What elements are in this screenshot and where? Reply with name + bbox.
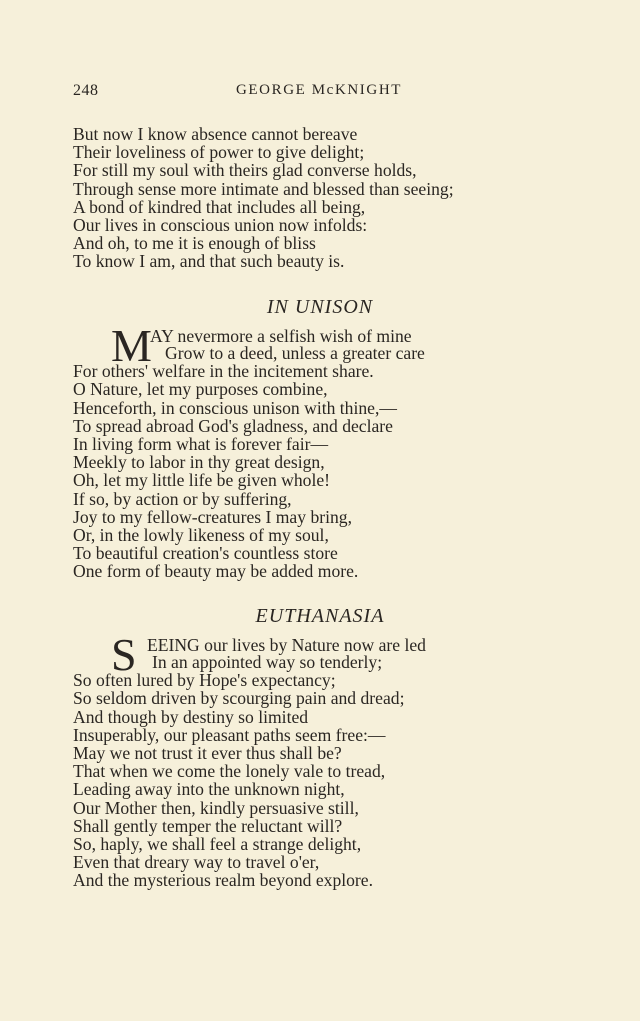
poem-in-unison [73,344,573,580]
poem-line: Their loveliness of power to give delight; [73,142,365,163]
poem-line: Our Mother then, kindly persuasive still, [73,797,359,818]
poem-line: So often lured by Hope's expectancy; [73,670,336,691]
page-header [73,82,565,106]
poem-line: May we not trust it ever thus shall be? [73,742,342,763]
poem-line: But now I know absence cannot bereave [73,124,358,144]
poem-line: To beautiful creation's countless store [73,543,338,564]
poem-line: Meekly to labor in thy great design, [73,452,325,473]
poem-line: To spread abroad God's gladness, and declare [73,415,393,436]
poem-first-line: EEING our lives by Nature now are led [147,635,426,655]
poem-line: And oh, to me it is enough of bliss [73,233,316,254]
poem-first-line: AY nevermore a selfish wish of mine [150,326,412,346]
poem-line: So, haply, we shall feel a strange delight, [73,833,362,854]
poem-line: Or, in the lowly likeness of my soul, [73,524,329,545]
poem-line: Leading away into the unknown night, [73,779,345,800]
poem-line: In living form what is forever fair— [73,433,329,454]
page-number: 248 [73,82,99,99]
poem-line: One form of beauty may be added more. [73,561,359,582]
poem-line: Even that dreary way to travel o'er, [73,852,320,873]
poem-line: Insuperably, our pleasant paths seem free:— [73,724,386,745]
poem-line: So seldom driven by scourging pain and dread; [73,688,405,709]
poem-line: For still my soul with theirs glad converse holds, [73,160,417,181]
poem-line: Joy to my fellow-creatures I may bring, [73,506,352,527]
poem-line: Through sense more intimate and blessed than seeing; [73,178,454,199]
poem-euthanasia [73,653,573,889]
poem-line: O Nature, let my purposes combine, [73,379,328,400]
poem-line: And the mysterious realm beyond explore. [73,870,373,891]
running-head: GEORGE McKNIGHT [235,82,403,98]
poem-title-euthanasia: EUTHANASIA [255,605,385,627]
poem-line: Grow to a deed, unless a greater care [165,343,425,363]
stanza-continuation [73,125,573,271]
poem-line: For others' welfare in the incitement share. [73,361,374,382]
drop-cap: M [111,320,152,371]
poem-title-in-unison: IN UNISON [266,296,374,318]
poem-line: A bond of kindred that includes all being, [73,196,366,217]
poem-line: To know I am, and that such beauty is. [73,251,345,272]
poem-line: Henceforth, in conscious unison with thine,— [73,397,397,418]
poem-line: And though by destiny so limited [73,706,309,727]
poem-line: Our lives in conscious union now infolds: [73,214,368,235]
drop-cap: S [111,629,137,680]
poem-line: In an appointed way so tenderly; [152,652,383,672]
poem-line: That when we come the lonely vale to tread, [73,761,386,782]
poem-line: Shall gently temper the reluctant will? [73,815,343,836]
poem-line: Oh, let my little life be given whole! [73,470,330,491]
poem-line: If so, by action or by suffering, [73,488,292,509]
